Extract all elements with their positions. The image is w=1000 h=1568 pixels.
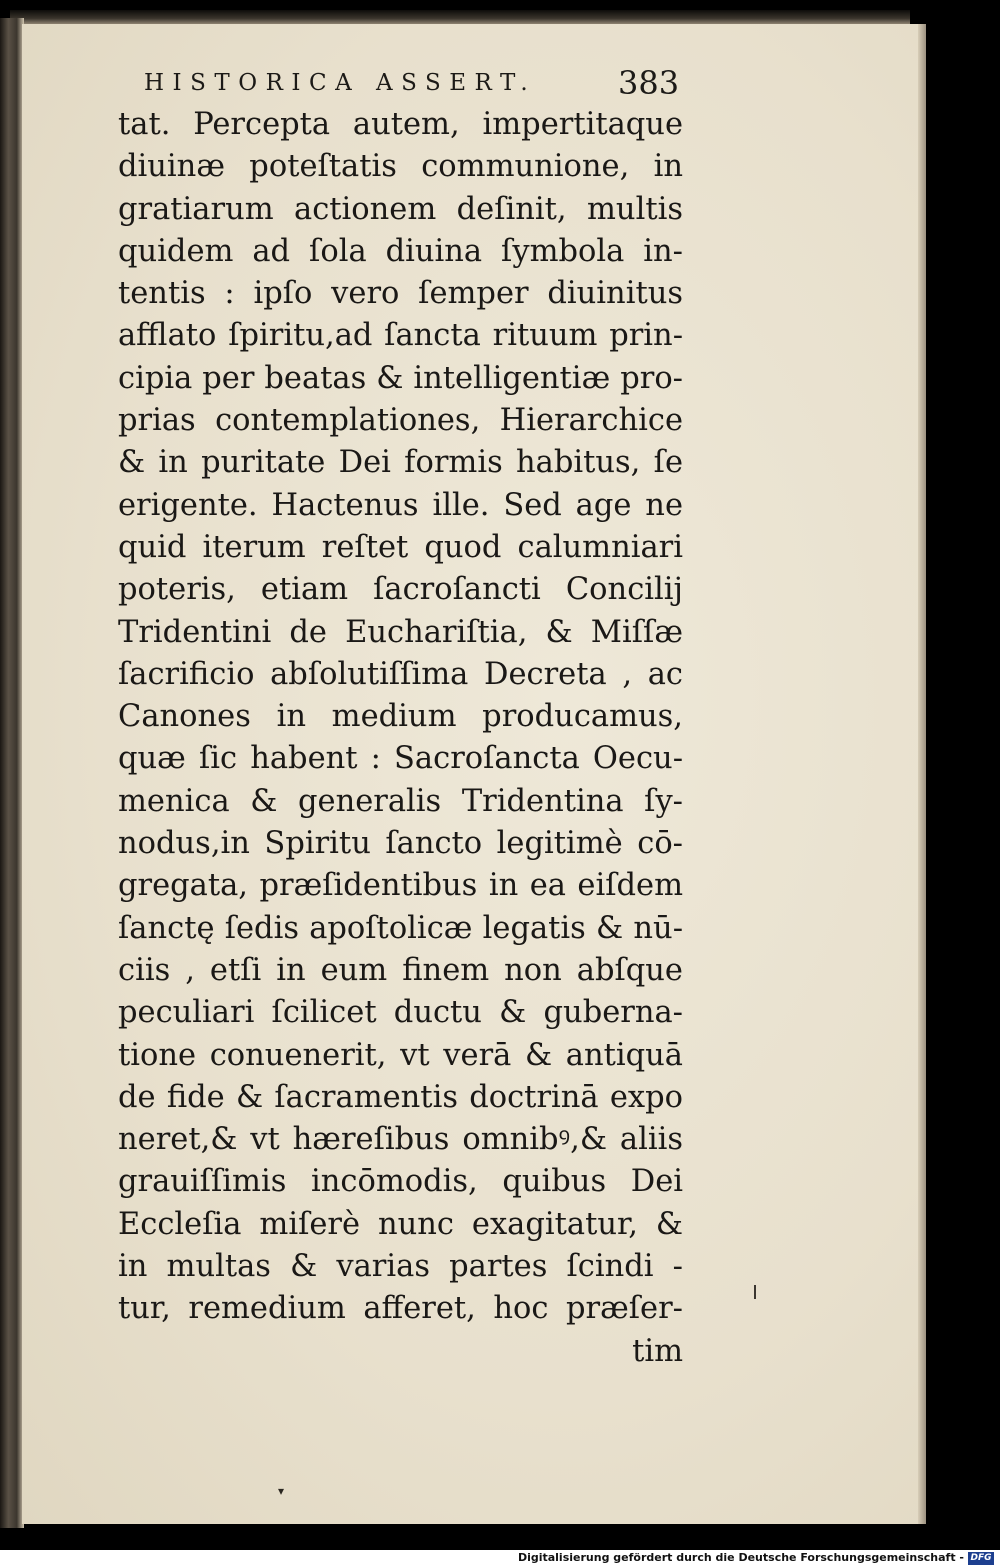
text-line: tur, remedium afferet, hoc præſer- xyxy=(118,1291,683,1327)
text-line: tentis : ipſo vero ſemper diuinitus xyxy=(118,276,683,312)
text-line: Canones in medium producamus, xyxy=(118,699,683,735)
text-line: gregata, præſidentibus in ea eiſdem xyxy=(118,868,683,904)
book-binding-edge xyxy=(0,18,24,1528)
text-line: Eccleſia miſerè nunc exagitatur, & xyxy=(118,1206,683,1242)
text-line: de fide & ſacramentis doctrinā expo xyxy=(118,1079,683,1115)
text-line: ſacrificio abſolutiſſima Decreta , ac xyxy=(118,656,683,692)
dfg-logo: DFG xyxy=(968,1552,994,1565)
digitization-credit: Digitalisierung gefördert durch die Deutsche Forschungsgemeinschaft - xyxy=(517,1551,964,1564)
text-line: menica & generalis Tridentina ſy- xyxy=(118,783,683,819)
text-line: in multas & varias partes ſcindi - xyxy=(118,1249,683,1285)
text-line: tione conuenerit, vt verā & antiquā xyxy=(118,1037,683,1073)
text-line: cipia per beatas & intelligentiæ pro- xyxy=(118,360,683,396)
text-line: erigente. Hactenus ille. Sed age ne xyxy=(118,487,683,523)
text-line: prias contemplationes, Hierarchice xyxy=(118,403,683,439)
text-line: gratiarum actionem deſinit, multis xyxy=(118,191,683,227)
text-line: quæ ſic habent : Sacroſancta Oecu- xyxy=(118,741,683,777)
text-line: neret,& vt hæreſibus omnibꝰ,& aliis xyxy=(118,1122,683,1158)
text-line: diuinæ poteſtatis communione, in xyxy=(118,149,683,185)
text-line: afflato ſpiritu,ad ſancta rituum prin- xyxy=(118,318,683,354)
text-line: quid iterum reſtet quod calumniari xyxy=(118,529,683,565)
page-right-edge xyxy=(918,24,926,1524)
text-line: ciis , etſi in eum finem non abſque xyxy=(118,952,683,988)
running-head xyxy=(144,64,684,108)
body-text xyxy=(118,104,683,1373)
bottom-ornament-icon: ▾ xyxy=(278,1484,285,1498)
text-line: nodus,in Spiritu ſancto legitimè cō- xyxy=(118,826,683,862)
footer-strip xyxy=(0,1550,1000,1568)
page-top-edge xyxy=(10,10,910,24)
text-line: tat. Percepta autem, impertitaque xyxy=(118,107,683,142)
text-line: grauiſſimis incōmodis, quibus Dei xyxy=(118,1164,683,1200)
running-title: HISTORICA ASSERT. xyxy=(144,70,537,96)
catchword: tim xyxy=(632,1333,683,1369)
page-number: 383 xyxy=(618,64,680,102)
text-line: quidem ad ſola diuina ſymbola in- xyxy=(118,233,683,269)
stray-ink-mark xyxy=(754,1285,756,1299)
text-line: peculiari ſcilicet ductu & guberna- xyxy=(118,995,683,1031)
text-line: & in puritate Dei formis habitus, ſe xyxy=(118,445,683,481)
text-line: ſanctę ſedis apoſtolicæ legatis & nū- xyxy=(118,910,683,946)
text-line: poteris, etiam ſacroſancti Concilij xyxy=(118,572,683,608)
text-line: Tridentini de Euchariſtia, & Miſſæ xyxy=(118,614,683,650)
